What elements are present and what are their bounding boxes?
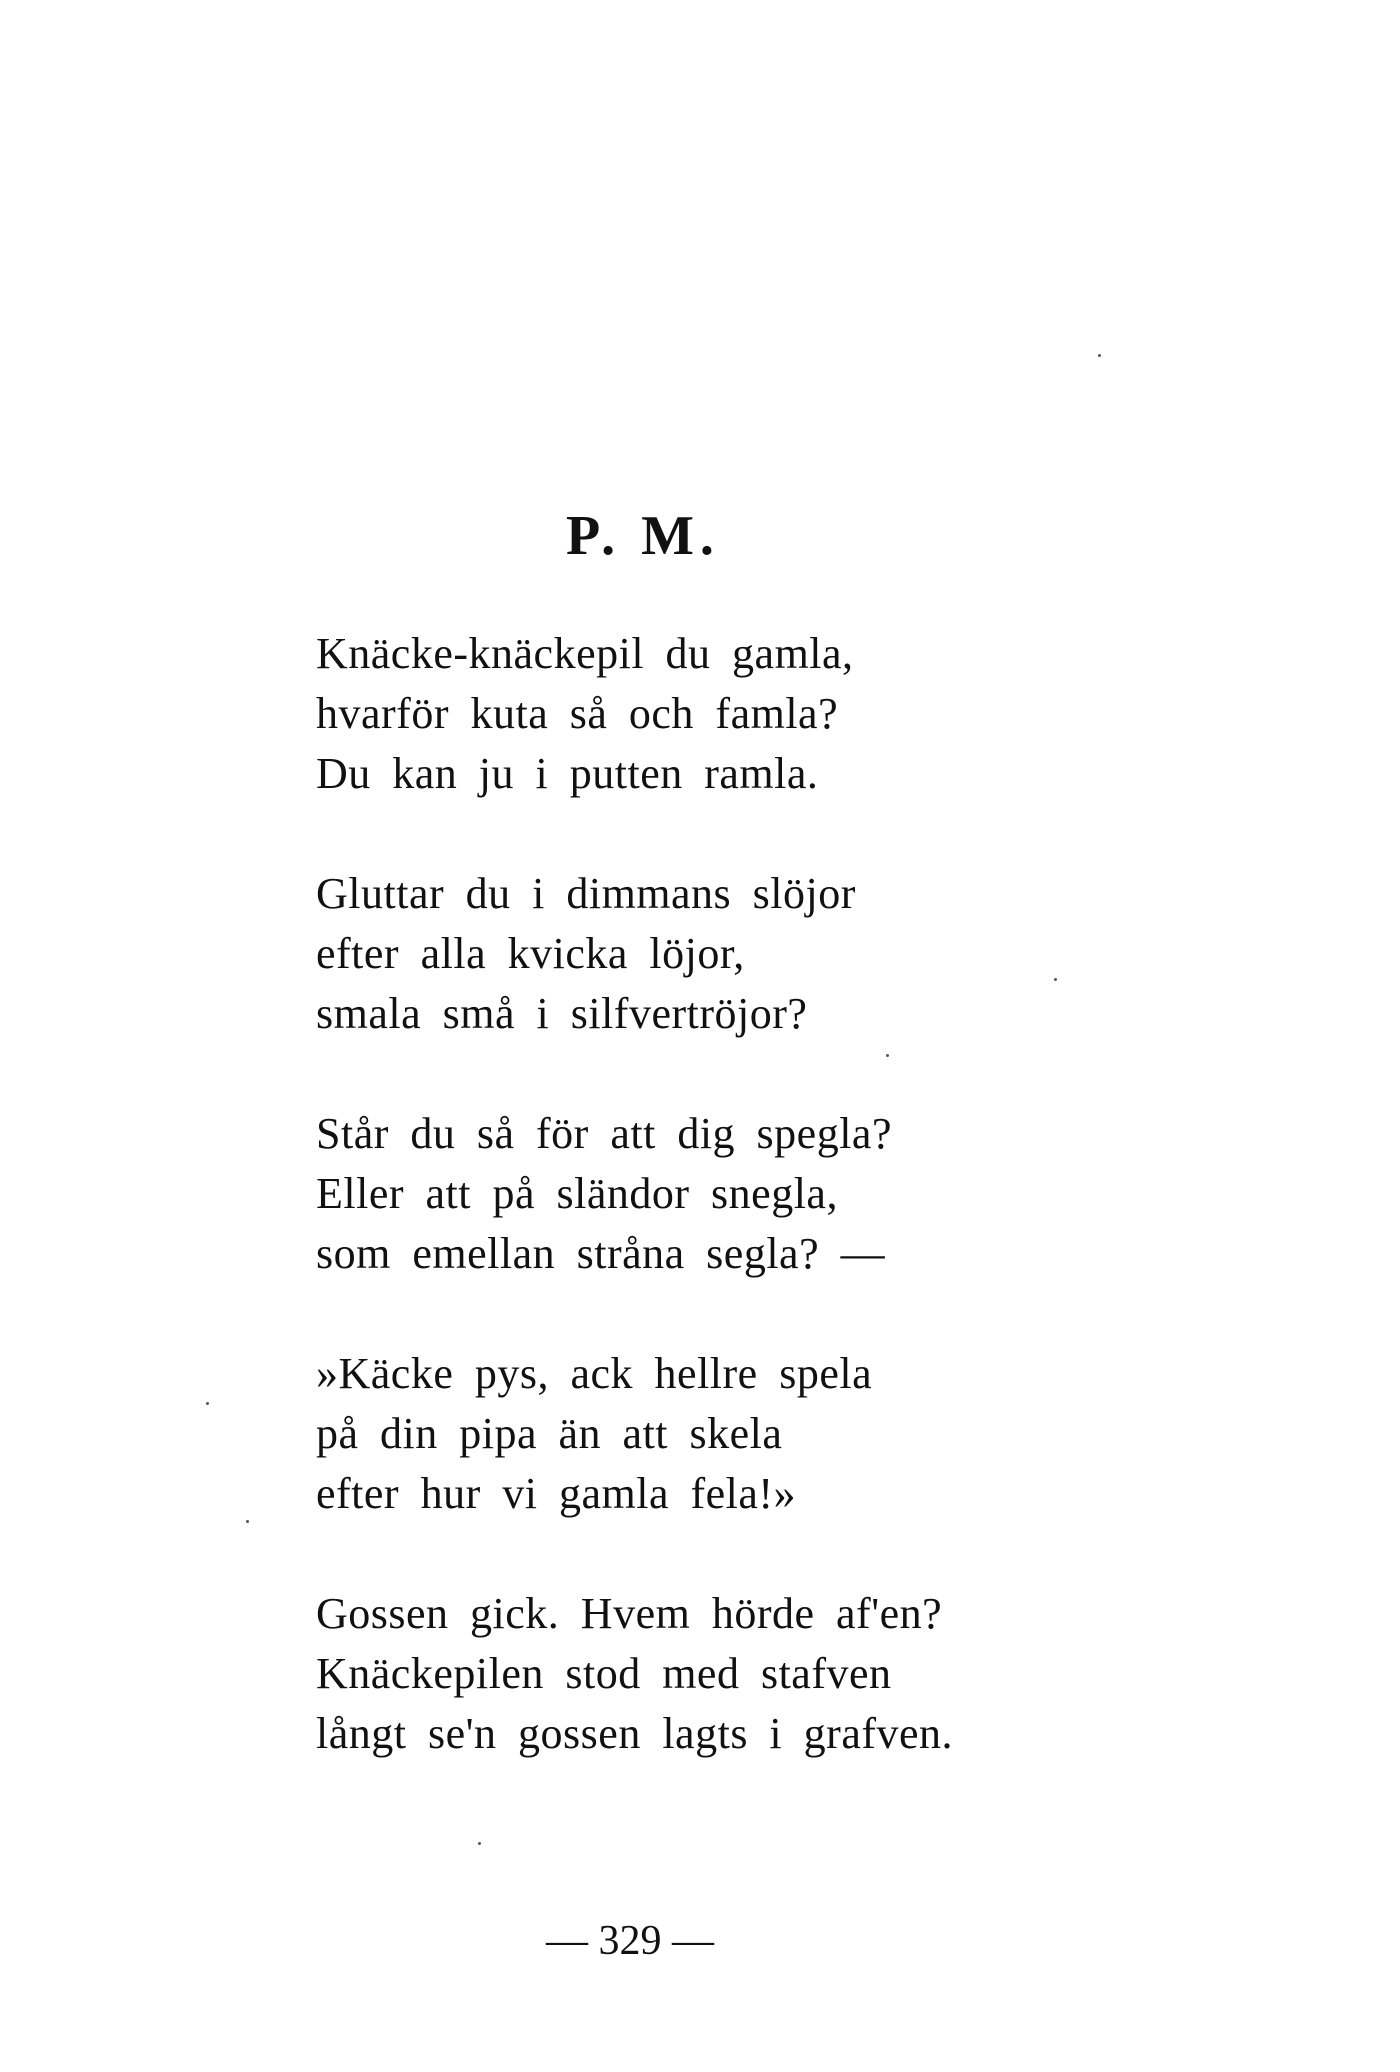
poem-line: Står du så för att dig spegla? [316, 1109, 892, 1158]
poem-line: Gossen gick. Hvem hörde af'en? [316, 1589, 943, 1638]
stanza-3 [316, 1104, 1116, 1284]
poem-title: P. M. [566, 505, 720, 567]
poem-line: »Käcke pys, ack hellre spela [316, 1349, 873, 1398]
poem-line: smala små i silfvertröjor? [316, 989, 808, 1038]
page-number: — 329 — [546, 1918, 714, 1964]
poem-line: som emellan stråna segla? — [316, 1229, 886, 1278]
poem-line: långt se'n gossen lagts i grafven. [316, 1709, 954, 1758]
poem-line: Knäckepilen stod med stafven [316, 1649, 892, 1698]
stanza-1 [316, 624, 1116, 804]
poem-line: Du kan ju i putten ramla. [316, 749, 819, 798]
poem-line: Gluttar du i dimmans slöjor [316, 869, 856, 918]
scan-speck [1054, 978, 1057, 981]
scan-speck [1098, 354, 1101, 357]
poem-line: efter alla kvicka löjor, [316, 929, 745, 978]
scan-speck [246, 1520, 249, 1523]
poem-line: Knäcke-knäckepil du gamla, [316, 629, 854, 678]
poem-line: efter hur vi gamla fela!» [316, 1469, 797, 1518]
poem-line: på din pipa än att skela [316, 1409, 783, 1458]
stanza-4 [316, 1344, 1116, 1524]
poem-body [316, 624, 1116, 1824]
scan-speck [206, 1402, 209, 1405]
scan-speck [886, 1054, 889, 1057]
stanza-2 [316, 864, 1116, 1044]
stanza-5 [316, 1584, 1116, 1764]
scan-speck [478, 1842, 481, 1845]
poem-line: hvarför kuta så och famla? [316, 689, 839, 738]
poem-line: Eller att på sländor snegla, [316, 1169, 838, 1218]
